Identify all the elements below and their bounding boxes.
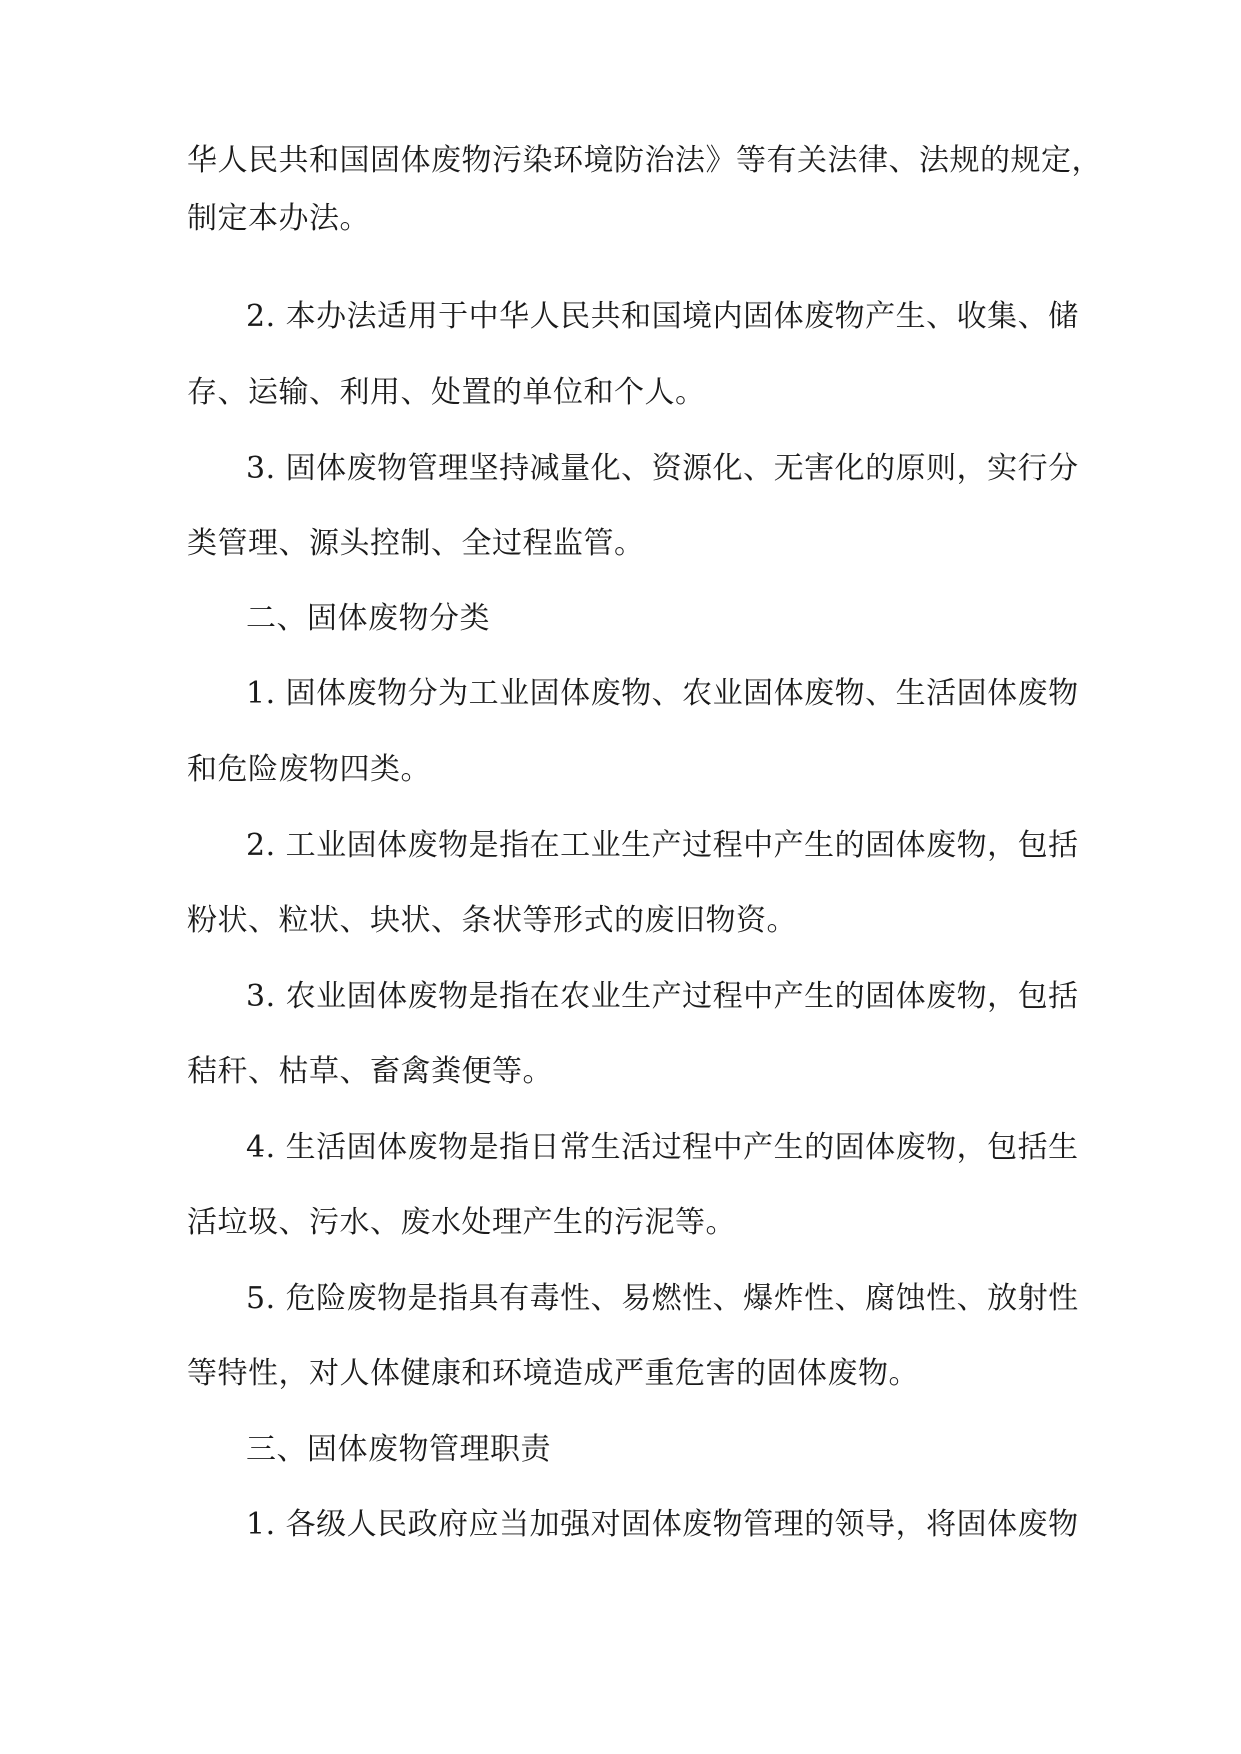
- text-line-11: 粉状、粒状、块状、条状等形式的废旧物资。: [187, 903, 797, 938]
- text-line-6: 类管理、源头控制、全过程监管。: [187, 526, 645, 561]
- text-line-12: 3. 农业固体废物是指在农业生产过程中产生的固体废物，包括: [246, 979, 1079, 1014]
- text-line-16: 5. 危险废物是指具有毒性、易燃性、爆炸性、腐蚀性、放射性: [246, 1281, 1079, 1316]
- text-line-4: 存、运输、利用、处置的单位和个人。: [187, 375, 706, 410]
- section-heading-2: 二、固体废物分类: [246, 601, 490, 636]
- text-line-15: 活垃圾、污水、废水处理产生的污泥等。: [187, 1205, 736, 1240]
- text-line-2: 制定本办法。: [187, 201, 370, 236]
- text-line-3: 2. 本办法适用于中华人民共和国境内固体废物产生、收集、储: [246, 299, 1079, 334]
- text-line-9: 和危险废物四类。: [187, 752, 431, 787]
- text-line-14: 4. 生活固体废物是指日常生活过程中产生的固体废物，包括生: [246, 1130, 1079, 1165]
- text-line-5: 3. 固体废物管理坚持减量化、资源化、无害化的原则，实行分: [246, 451, 1079, 486]
- text-line-10: 2. 工业固体废物是指在工业生产过程中产生的固体废物，包括: [246, 828, 1079, 863]
- text-line-19: 1. 各级人民政府应当加强对固体废物管理的领导，将固体废物: [246, 1507, 1079, 1542]
- text-line-13: 秸秆、枯草、畜禽粪便等。: [187, 1054, 553, 1089]
- text-line-1: 华人民共和国固体废物污染环境防治法》等有关法律、法规的规定，: [187, 143, 1102, 178]
- text-line-17: 等特性，对人体健康和环境造成严重危害的固体废物。: [187, 1356, 919, 1391]
- text-line-8: 1. 固体废物分为工业固体废物、农业固体废物、生活固体废物: [246, 676, 1079, 711]
- section-heading-3: 三、固体废物管理职责: [246, 1432, 551, 1467]
